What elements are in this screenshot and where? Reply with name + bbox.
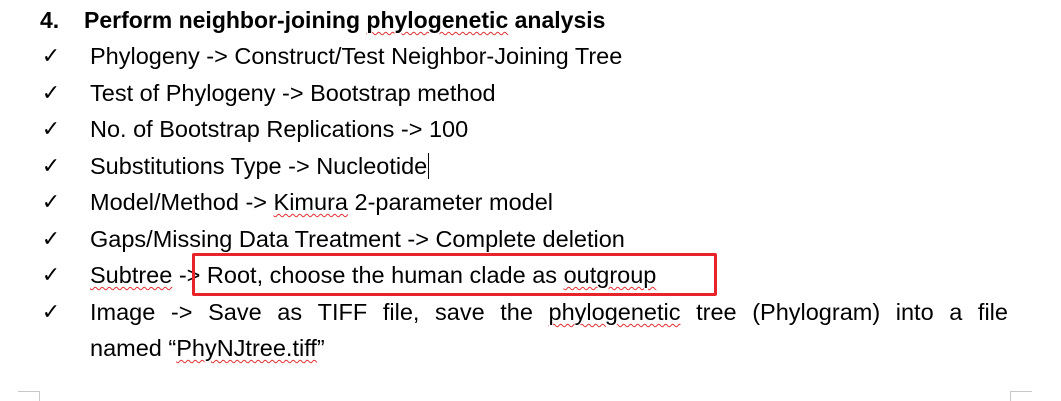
- list-item-text: [90, 148, 429, 184]
- text-segment: -: [172, 262, 187, 288]
- list-item-text: [90, 184, 553, 220]
- word: save: [435, 299, 485, 325]
- checkmark-icon: ✓: [41, 116, 61, 141]
- list-item-text-justified: [90, 294, 1008, 330]
- spellcheck-word: Subtree: [90, 262, 173, 288]
- heading-text-end: analysis: [508, 7, 606, 33]
- list-item-continuation: [90, 330, 325, 366]
- word: as: [277, 299, 303, 325]
- checkmark-icon: ✓: [41, 226, 61, 251]
- text-segment: Model/Method ->: [90, 189, 274, 215]
- list-item-text: Gaps/Missing Data Treatment -> Complete deletion: [90, 226, 625, 252]
- word: into: [895, 299, 934, 325]
- list-item-text-content: Substitutions Type -> Nucleotide: [90, 153, 428, 179]
- checkmark-icon: ✓: [41, 80, 61, 105]
- highlighted-text: > Root, choose the human clade as: [186, 262, 564, 288]
- text-segment: 2-parameter model: [347, 189, 554, 215]
- word: tree: [696, 299, 737, 325]
- checkmark-icon: ✓: [41, 43, 61, 68]
- checkmark-icon: ✓: [41, 153, 61, 178]
- heading-spellcheck-word: phylogenetic: [366, 7, 509, 33]
- highlight-box: [192, 253, 717, 296]
- list-item-text: Test of Phylogeny -> Bootstrap method: [90, 80, 496, 106]
- heading-number: 4.: [40, 7, 60, 33]
- text-segment: ”: [316, 335, 325, 361]
- word: TIFF: [317, 299, 368, 325]
- section-heading: [40, 4, 605, 36]
- spellcheck-word: PhyNJtree.tiff: [176, 335, 317, 361]
- word: Image: [90, 299, 156, 325]
- word: file: [977, 299, 1008, 325]
- text-segment: named “: [90, 335, 177, 361]
- spellcheck-word: outgroup: [563, 262, 657, 288]
- word: (Phylogram): [752, 299, 881, 325]
- list-item-text: No. of Bootstrap Replications -> 100: [90, 116, 469, 142]
- page-margin-marker-left: [18, 391, 40, 401]
- word: the: [500, 299, 533, 325]
- list-item-text: Phylogeny -> Construct/Test Neighbor-Joining Tree: [90, 43, 623, 69]
- word: a: [949, 299, 963, 325]
- spellcheck-word: phylogenetic: [548, 299, 681, 325]
- word: file,: [382, 299, 420, 325]
- text-cursor: [428, 153, 429, 179]
- spellcheck-word: Kimura: [273, 189, 348, 215]
- heading-text-start: Perform neighbor-joining: [84, 7, 367, 33]
- word: ->: [170, 299, 193, 325]
- word: Save: [208, 299, 262, 325]
- checkmark-icon: ✓: [41, 299, 61, 324]
- checkmark-icon: ✓: [41, 189, 61, 214]
- checkmark-icon: ✓: [41, 262, 61, 287]
- page-margin-marker-right: [1010, 391, 1032, 401]
